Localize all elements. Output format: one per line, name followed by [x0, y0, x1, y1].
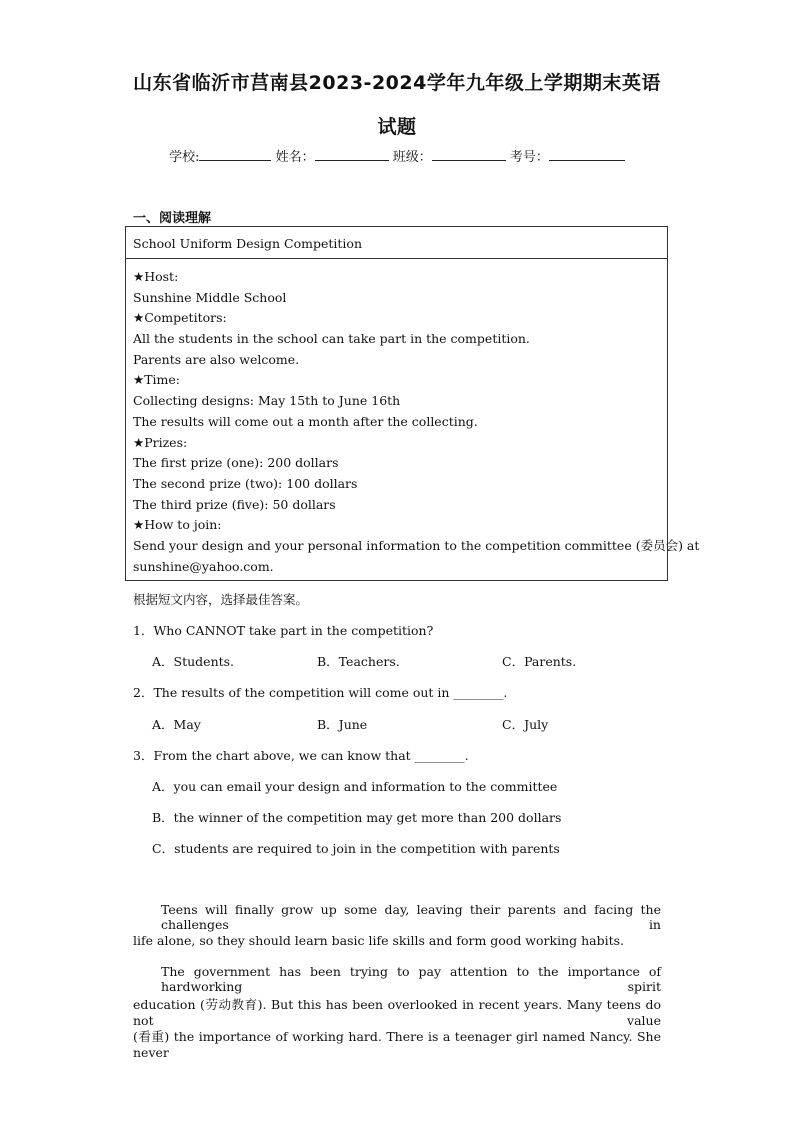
question-3-option-c[interactable]: C．students are required to join in the competition with parents	[152, 841, 560, 856]
school-label: 学校:	[169, 150, 200, 165]
question-1-option-a[interactable]: A．Students.	[152, 654, 235, 669]
notice-heading: School Uniform Design Competition	[126, 227, 667, 259]
notice-table	[125, 226, 700, 581]
question-3-stem: 3．From the chart above, we can know that ________.	[133, 748, 469, 763]
notice-line: The first prize (one): 200 dollars	[133, 455, 339, 471]
question-1-option-b[interactable]: B．Teachers.	[317, 654, 400, 669]
section-title: 一、阅读理解	[133, 211, 212, 226]
name-blank[interactable]	[315, 147, 389, 161]
school-blank[interactable]	[199, 147, 271, 161]
question-1-stem: 1．Who CANNOT take part in the competition?	[133, 623, 434, 638]
notice-line: ★Prizes:	[133, 434, 188, 450]
exam-title-line1: 山东省临沂市莒南县2023-2024学年九年级上学期期末英语	[133, 72, 661, 94]
class-blank[interactable]	[432, 147, 506, 161]
passage-line: (看重) the importance of working hard. There is a teenager girl named Nancy. She never	[133, 1029, 661, 1060]
notice-line: Parents are also welcome.	[133, 351, 300, 367]
notice-line: The third prize (five): 50 dollars	[133, 496, 336, 512]
question-2-option-b[interactable]: B．June	[317, 717, 368, 732]
notice-line: sunshine@yahoo.com.	[133, 558, 274, 574]
notice-body	[126, 259, 700, 577]
notice-line: The second prize (two): 100 dollars	[133, 475, 358, 491]
question-1-option-c[interactable]: C．Parents.	[502, 654, 577, 669]
exam-title-line2: 试题	[377, 116, 417, 138]
notice-line: ★Host:	[133, 269, 179, 284]
name-label: 姓名：	[275, 150, 315, 165]
notice-line: Send your design and your personal information to the competition committee (委员会) at	[133, 537, 700, 553]
notice-line: The results will come out a month after the collecting.	[133, 413, 478, 429]
notice-line: ★How to join:	[133, 517, 222, 533]
notice-line: ★Time:	[133, 372, 181, 388]
question-3-option-b[interactable]: B．the winner of the competition may get more than 200 dollars	[152, 810, 562, 825]
passage-line: education (劳动教育). But this has been overlooked in recent years. Many teens do not value	[133, 997, 661, 1028]
question-2-option-c[interactable]: C．July	[502, 717, 549, 732]
exam-number-label: 考号：	[509, 150, 549, 165]
passage-line: life alone, so they should learn basic life skills and form good working habits.	[133, 933, 625, 948]
notice-line: ★Competitors:	[133, 310, 227, 326]
exam-number-blank[interactable]	[549, 147, 625, 161]
class-label: 班级：	[392, 150, 432, 165]
question-2-stem: 2．The results of the competition will come out in ________.	[133, 685, 508, 700]
student-info-row	[0, 146, 794, 165]
passage-line: Teens will finally grow up some day, leaving their parents and facing the challenges in	[161, 902, 661, 932]
question-2-option-a[interactable]: A．May	[152, 717, 201, 732]
instruction: 根据短文内容，选择最佳答案。	[133, 592, 309, 607]
passage-line: The government has been trying to pay attention to the importance of hardworking spirit	[161, 964, 661, 994]
notice-line: Collecting designs: May 15th to June 16th	[133, 393, 401, 409]
notice-line: All the students in the school can take part in the competition.	[133, 331, 530, 347]
notice-line: Sunshine Middle School	[133, 289, 287, 305]
question-3-option-a[interactable]: A．you can email your design and information to the committee	[152, 779, 558, 794]
